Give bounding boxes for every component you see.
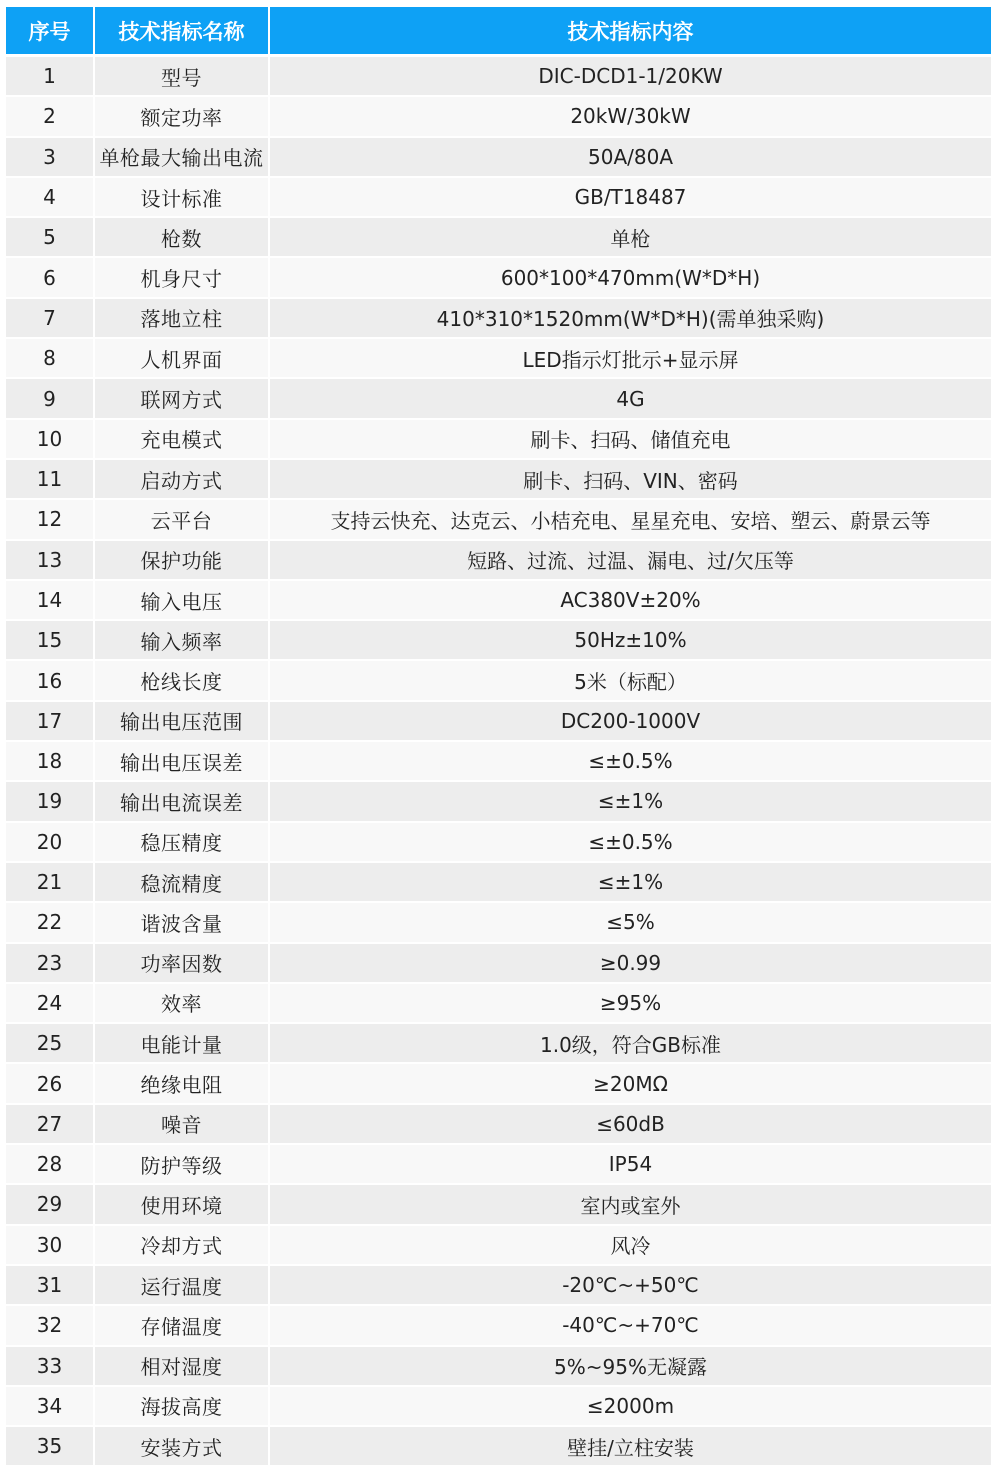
- table-row: [6, 1347, 991, 1387]
- table-row: [6, 1387, 991, 1427]
- row-index-cell: 13: [6, 541, 95, 581]
- row-index-cell: 9: [6, 379, 95, 419]
- header-index: 序号: [6, 7, 95, 57]
- table-row: [6, 1145, 991, 1185]
- row-index-cell: 12: [6, 500, 95, 540]
- row-name-cell: 海拔高度: [95, 1387, 270, 1427]
- row-content-cell: ≤±1%: [270, 782, 991, 822]
- table-row: [6, 1427, 991, 1467]
- row-content-cell: ≥20MΩ: [270, 1064, 991, 1104]
- row-content-cell: ≤60dB: [270, 1105, 991, 1145]
- row-content-cell: 5%~95%无凝露: [270, 1347, 991, 1387]
- row-index-cell: 32: [6, 1306, 95, 1346]
- row-content-cell: 50Hz±10%: [270, 621, 991, 661]
- row-index-cell: 4: [6, 178, 95, 218]
- row-content-cell: ≤5%: [270, 903, 991, 943]
- row-name-cell: 防护等级: [95, 1145, 270, 1185]
- row-content-cell: 50A/80A: [270, 138, 991, 178]
- row-index-cell: 10: [6, 420, 95, 460]
- row-name-cell: 启动方式: [95, 460, 270, 500]
- table-row: [6, 1105, 991, 1145]
- row-index-cell: 22: [6, 903, 95, 943]
- row-name-cell: 谐波含量: [95, 903, 270, 943]
- row-index-cell: 33: [6, 1347, 95, 1387]
- row-name-cell: 机身尺寸: [95, 258, 270, 298]
- row-index-cell: 25: [6, 1024, 95, 1064]
- row-index-cell: 28: [6, 1145, 95, 1185]
- row-name-cell: 充电模式: [95, 420, 270, 460]
- row-content-cell: 支持云快充、达克云、小桔充电、星星充电、安培、塑云、蔚景云等: [270, 500, 991, 540]
- table-row: [6, 661, 991, 701]
- table-row: [6, 500, 991, 540]
- row-content-cell: GB/T18487: [270, 178, 991, 218]
- table-row: [6, 460, 991, 500]
- header-content: 技术指标内容: [270, 7, 991, 57]
- spec-table: [6, 7, 991, 1467]
- row-name-cell: 枪数: [95, 218, 270, 258]
- table-row: [6, 581, 991, 621]
- table-row: [6, 782, 991, 822]
- row-index-cell: 16: [6, 661, 95, 701]
- table-row: [6, 258, 991, 298]
- row-name-cell: 设计标准: [95, 178, 270, 218]
- row-name-cell: 输出电流误差: [95, 782, 270, 822]
- row-index-cell: 21: [6, 863, 95, 903]
- spec-table-body: [6, 57, 991, 1467]
- row-content-cell: -20℃~+50℃: [270, 1266, 991, 1306]
- table-row: [6, 702, 991, 742]
- row-index-cell: 14: [6, 581, 95, 621]
- row-name-cell: 效率: [95, 984, 270, 1024]
- table-row: [6, 97, 991, 137]
- row-index-cell: 17: [6, 702, 95, 742]
- row-content-cell: -40℃~+70℃: [270, 1306, 991, 1346]
- row-name-cell: 相对湿度: [95, 1347, 270, 1387]
- row-index-cell: 26: [6, 1064, 95, 1104]
- row-content-cell: IP54: [270, 1145, 991, 1185]
- table-row: [6, 178, 991, 218]
- table-row: [6, 823, 991, 863]
- row-index-cell: 34: [6, 1387, 95, 1427]
- row-content-cell: 5米（标配）: [270, 661, 991, 701]
- row-index-cell: 5: [6, 218, 95, 258]
- table-row: [6, 339, 991, 379]
- row-content-cell: ≤2000m: [270, 1387, 991, 1427]
- row-index-cell: 24: [6, 984, 95, 1024]
- row-content-cell: ≤±0.5%: [270, 823, 991, 863]
- row-name-cell: 型号: [95, 57, 270, 97]
- table-row: [6, 742, 991, 782]
- row-index-cell: 19: [6, 782, 95, 822]
- table-row: [6, 218, 991, 258]
- table-row: [6, 1266, 991, 1306]
- row-name-cell: 输入频率: [95, 621, 270, 661]
- table-row: [6, 420, 991, 460]
- table-row: [6, 903, 991, 943]
- row-index-cell: 11: [6, 460, 95, 500]
- row-content-cell: ≥0.99: [270, 944, 991, 984]
- row-content-cell: 20kW/30kW: [270, 97, 991, 137]
- row-name-cell: 额定功率: [95, 97, 270, 137]
- row-content-cell: AC380V±20%: [270, 581, 991, 621]
- row-content-cell: 4G: [270, 379, 991, 419]
- row-index-cell: 6: [6, 258, 95, 298]
- table-row: [6, 1064, 991, 1104]
- row-content-cell: 1.0级，符合GB标准: [270, 1024, 991, 1064]
- row-name-cell: 保护功能: [95, 541, 270, 581]
- row-name-cell: 电能计量: [95, 1024, 270, 1064]
- header-name: 技术指标名称: [95, 7, 270, 57]
- row-name-cell: 单枪最大输出电流: [95, 138, 270, 178]
- row-name-cell: 绝缘电阻: [95, 1064, 270, 1104]
- row-name-cell: 落地立柱: [95, 299, 270, 339]
- table-row: [6, 1306, 991, 1346]
- row-index-cell: 3: [6, 138, 95, 178]
- row-name-cell: 冷却方式: [95, 1226, 270, 1266]
- row-name-cell: 输出电压范围: [95, 702, 270, 742]
- row-content-cell: 壁挂/立柱安装: [270, 1427, 991, 1467]
- table-row: [6, 1024, 991, 1064]
- row-name-cell: 安装方式: [95, 1427, 270, 1467]
- row-name-cell: 使用环境: [95, 1185, 270, 1225]
- row-name-cell: 噪音: [95, 1105, 270, 1145]
- row-content-cell: DIC-DCD1-1/20KW: [270, 57, 991, 97]
- row-index-cell: 8: [6, 339, 95, 379]
- row-name-cell: 输入电压: [95, 581, 270, 621]
- row-index-cell: 18: [6, 742, 95, 782]
- row-index-cell: 7: [6, 299, 95, 339]
- row-name-cell: 输出电压误差: [95, 742, 270, 782]
- row-index-cell: 1: [6, 57, 95, 97]
- header-row: [6, 7, 991, 57]
- table-row: [6, 541, 991, 581]
- row-index-cell: 2: [6, 97, 95, 137]
- table-row: [6, 379, 991, 419]
- table-row: [6, 621, 991, 661]
- row-index-cell: 27: [6, 1105, 95, 1145]
- row-content-cell: 单枪: [270, 218, 991, 258]
- row-index-cell: 23: [6, 944, 95, 984]
- row-content-cell: ≥95%: [270, 984, 991, 1024]
- table-row: [6, 1185, 991, 1225]
- row-index-cell: 15: [6, 621, 95, 661]
- row-content-cell: 600*100*470mm(W*D*H): [270, 258, 991, 298]
- row-name-cell: 枪线长度: [95, 661, 270, 701]
- row-content-cell: 刷卡、扫码、VIN、密码: [270, 460, 991, 500]
- row-content-cell: LED指示灯批示+显示屏: [270, 339, 991, 379]
- row-name-cell: 联网方式: [95, 379, 270, 419]
- table-row: [6, 138, 991, 178]
- row-name-cell: 稳压精度: [95, 823, 270, 863]
- row-content-cell: 410*310*1520mm(W*D*H)(需单独采购): [270, 299, 991, 339]
- row-content-cell: ≤±1%: [270, 863, 991, 903]
- table-row: [6, 944, 991, 984]
- table-row: [6, 57, 991, 97]
- row-name-cell: 运行温度: [95, 1266, 270, 1306]
- row-index-cell: 31: [6, 1266, 95, 1306]
- row-name-cell: 稳流精度: [95, 863, 270, 903]
- row-content-cell: 室内或室外: [270, 1185, 991, 1225]
- table-row: [6, 863, 991, 903]
- row-content-cell: 风冷: [270, 1226, 991, 1266]
- table-row: [6, 984, 991, 1024]
- row-content-cell: 短路、过流、过温、漏电、过/欠压等: [270, 541, 991, 581]
- row-name-cell: 人机界面: [95, 339, 270, 379]
- spec-table-header: [6, 7, 991, 57]
- row-content-cell: 刷卡、扫码、储值充电: [270, 420, 991, 460]
- row-index-cell: 30: [6, 1226, 95, 1266]
- row-index-cell: 29: [6, 1185, 95, 1225]
- row-index-cell: 20: [6, 823, 95, 863]
- row-content-cell: ≤±0.5%: [270, 742, 991, 782]
- table-row: [6, 1226, 991, 1266]
- row-name-cell: 功率因数: [95, 944, 270, 984]
- table-row: [6, 299, 991, 339]
- row-name-cell: 云平台: [95, 500, 270, 540]
- row-name-cell: 存储温度: [95, 1306, 270, 1346]
- row-content-cell: DC200-1000V: [270, 702, 991, 742]
- row-index-cell: 35: [6, 1427, 95, 1467]
